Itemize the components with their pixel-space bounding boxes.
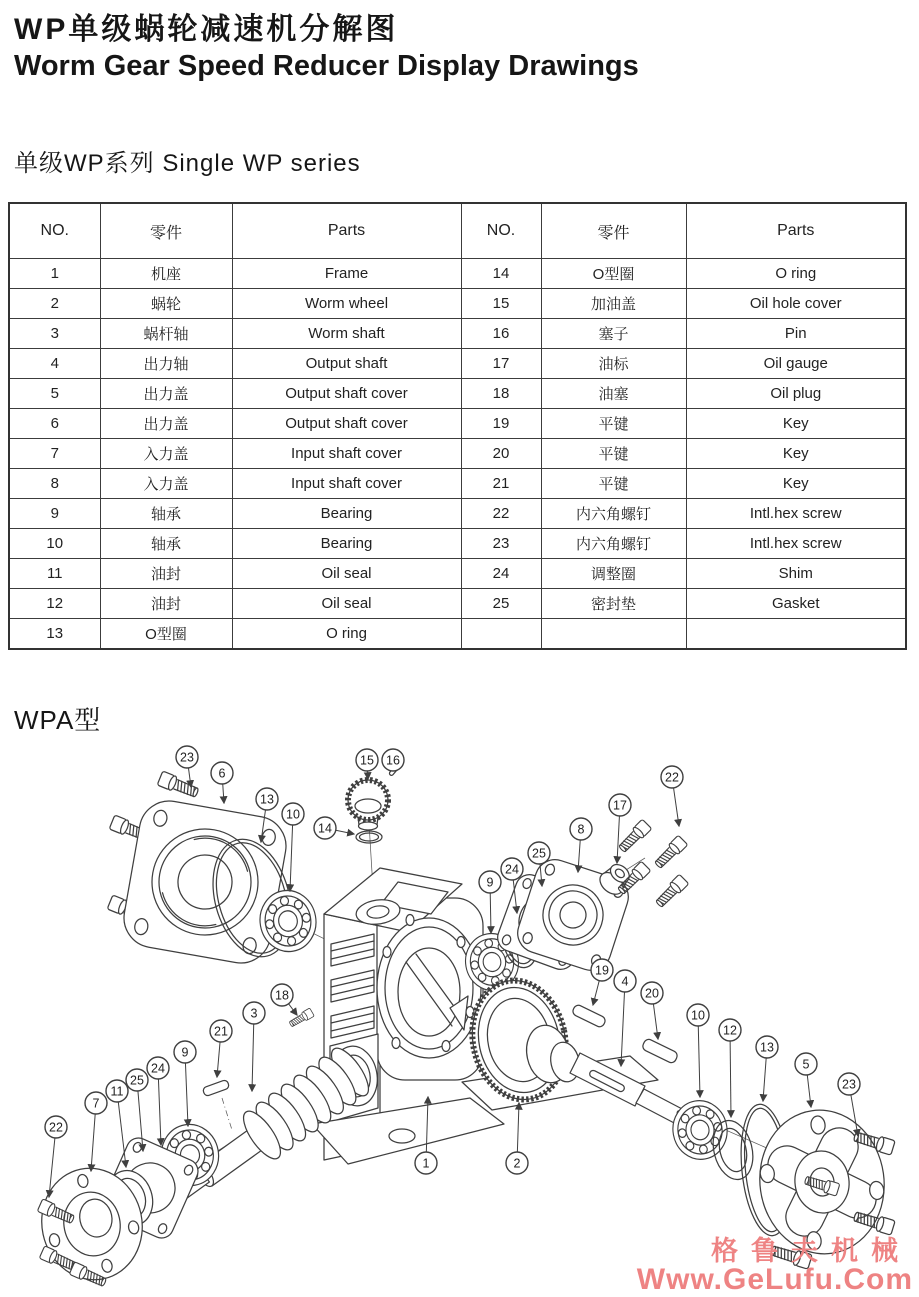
callout-leader	[252, 1024, 254, 1091]
table-row	[9, 349, 906, 379]
exploded-view-diagram	[0, 737, 919, 1297]
watermark-url: Www.GeLufu.Com	[636, 1263, 913, 1296]
series-heading: 单级WP系列 Single WP series	[14, 150, 361, 177]
cell-no-left: 8	[9, 469, 100, 499]
cell-no-right: 14	[461, 259, 541, 289]
callout-leader	[593, 981, 599, 1005]
output-shaft-cover-6	[119, 796, 290, 967]
callout-number: 25	[130, 1073, 144, 1088]
cell-zh-right: 平键	[541, 439, 686, 469]
cell-en-left: Frame	[232, 259, 461, 289]
callout-leader	[290, 825, 293, 891]
key-19	[571, 1004, 606, 1029]
callout-leader	[763, 1058, 766, 1101]
cell-no-left: 4	[9, 349, 100, 379]
callout-number: 13	[260, 792, 274, 807]
table-header-row	[9, 203, 906, 259]
cell-zh-right: 平键	[541, 409, 686, 439]
callout-leader	[91, 1114, 95, 1171]
header-zh-left: 零件	[100, 203, 232, 259]
callout-number: 9	[181, 1045, 189, 1060]
cell-en-right: Pin	[686, 319, 906, 349]
cell-zh-right: 油塞	[541, 379, 686, 409]
key-21	[202, 1079, 232, 1130]
cell-zh-left: 油封	[100, 589, 232, 619]
table-row	[9, 619, 906, 650]
callout-number: 3	[250, 1006, 258, 1021]
cell-zh-left: 入力盖	[100, 469, 232, 499]
callout-number: 4	[621, 974, 629, 989]
cell-zh-left: 出力盖	[100, 379, 232, 409]
callout-number: 23	[842, 1077, 856, 1092]
callout-leader	[617, 816, 619, 863]
cell-zh-right: 平键	[541, 469, 686, 499]
header-en-left: Parts	[232, 203, 461, 259]
callout-number: 10	[286, 807, 300, 822]
cell-no-left: 9	[9, 499, 100, 529]
cell-zh-right: O型圈	[541, 259, 686, 289]
page-title-english: Worm Gear Speed Reducer Display Drawings	[14, 49, 639, 82]
callout-leader	[185, 1063, 188, 1126]
cell-no-right: 24	[461, 559, 541, 589]
cell-no-right: 21	[461, 469, 541, 499]
cell-zh-left: 出力轴	[100, 349, 232, 379]
callout-leader	[490, 893, 491, 933]
cell-en-right: Intl.hex screw	[686, 529, 906, 559]
page-title-chinese: WP单级蜗轮减速机分解图	[14, 13, 399, 46]
table-row	[9, 499, 906, 529]
callout-number: 10	[691, 1008, 705, 1023]
callout-number: 23	[180, 750, 194, 765]
callout-number: 15	[360, 753, 374, 768]
cell-zh-left: 出力盖	[100, 409, 232, 439]
cell-no-right: 15	[461, 289, 541, 319]
callout-number: 12	[723, 1023, 737, 1038]
callout-number: 1	[422, 1156, 430, 1171]
header-no-right: NO.	[461, 203, 541, 259]
cell-zh-left: 机座	[100, 259, 232, 289]
cell-no-left: 13	[9, 619, 100, 650]
table-row	[9, 439, 906, 469]
cell-zh-left: 蜗杆轴	[100, 319, 232, 349]
callout-leader	[621, 992, 624, 1066]
cell-en-right: Intl.hex screw	[686, 499, 906, 529]
cell-no-right	[461, 619, 541, 650]
cell-zh-left: 入力盖	[100, 439, 232, 469]
cell-en-left: Worm wheel	[232, 289, 461, 319]
callout-number: 14	[318, 821, 332, 836]
cell-zh-right: 内六角螺钉	[541, 499, 686, 529]
cell-zh-right: 调整圈	[541, 559, 686, 589]
oil-hole-cover-15	[348, 780, 388, 830]
table-row	[9, 319, 906, 349]
cell-en-left: Output shaft cover	[232, 379, 461, 409]
cell-zh-left: 轴承	[100, 529, 232, 559]
callout-leader	[158, 1079, 161, 1145]
watermark-chinese: 格鲁夫机械	[711, 1236, 911, 1266]
callout-leader	[730, 1041, 731, 1117]
watermark	[637, 1238, 913, 1295]
callout-number: 18	[275, 988, 289, 1003]
callout-leader	[698, 1026, 700, 1097]
oil-hole-cover-group	[348, 760, 403, 843]
callout-number: 20	[645, 986, 659, 1001]
key-20	[641, 1038, 679, 1065]
callout-leader	[336, 830, 354, 834]
callout-number: 21	[214, 1024, 228, 1039]
callout-leader	[653, 1004, 658, 1039]
callout-number: 9	[486, 875, 494, 890]
callout-number: 6	[218, 766, 226, 781]
cell-zh-right: 塞子	[541, 319, 686, 349]
callout-number: 8	[577, 822, 585, 837]
cell-no-left: 12	[9, 589, 100, 619]
callout-number: 13	[760, 1040, 774, 1055]
cell-no-left: 5	[9, 379, 100, 409]
cell-en-right	[686, 619, 906, 650]
cell-no-right: 22	[461, 499, 541, 529]
table-row	[9, 409, 906, 439]
cell-en-left: Input shaft cover	[232, 439, 461, 469]
header-no-left: NO.	[9, 203, 100, 259]
table-row	[9, 289, 906, 319]
callout-leader	[807, 1075, 811, 1107]
input-shaft-cover-8-group	[461, 819, 689, 994]
cell-no-left: 3	[9, 319, 100, 349]
o-ring-14	[356, 831, 382, 843]
callout-number: 22	[665, 770, 679, 785]
callout-number: 19	[595, 963, 609, 978]
header-en-right: Parts	[686, 203, 906, 259]
header-zh-right: 零件	[541, 203, 686, 259]
cell-en-right: Oil gauge	[686, 349, 906, 379]
diagram-heading: WPA型	[14, 705, 102, 735]
cell-en-left: O ring	[232, 619, 461, 650]
cell-no-left: 6	[9, 409, 100, 439]
cell-en-right: Oil plug	[686, 379, 906, 409]
cell-no-right: 20	[461, 439, 541, 469]
callout-number: 25	[532, 846, 546, 861]
cell-zh-right: 内六角螺钉	[541, 529, 686, 559]
input-shaft-cover-7-group	[31, 1120, 223, 1289]
parts-table	[8, 202, 907, 650]
cell-en-left: Output shaft cover	[232, 409, 461, 439]
oil-plug-18	[288, 1008, 314, 1028]
cell-no-left: 7	[9, 439, 100, 469]
cell-no-left: 10	[9, 529, 100, 559]
cell-zh-right	[541, 619, 686, 650]
cell-en-left: Worm shaft	[232, 319, 461, 349]
callout-leader	[517, 1103, 519, 1152]
callout-leader	[217, 1042, 220, 1077]
table-row	[9, 259, 906, 289]
cell-no-left: 11	[9, 559, 100, 589]
cell-en-left: Input shaft cover	[232, 469, 461, 499]
cell-no-right: 25	[461, 589, 541, 619]
cell-en-right: O ring	[686, 259, 906, 289]
cell-en-right: Key	[686, 469, 906, 499]
callout-leader	[674, 788, 679, 826]
cell-en-left: Oil seal	[232, 589, 461, 619]
cell-en-left: Bearing	[232, 529, 461, 559]
callout-number: 24	[505, 862, 519, 877]
cell-en-right: Key	[686, 409, 906, 439]
table-row	[9, 559, 906, 589]
callout-number: 5	[802, 1057, 810, 1072]
callout-number: 16	[386, 753, 400, 768]
cell-no-right: 23	[461, 529, 541, 559]
cell-no-left: 2	[9, 289, 100, 319]
callout-number: 2	[513, 1156, 521, 1171]
page-title	[14, 12, 639, 84]
cell-no-left: 1	[9, 259, 100, 289]
cell-zh-right: 加油盖	[541, 289, 686, 319]
callout-number: 24	[151, 1061, 165, 1076]
callout-number: 17	[613, 798, 627, 813]
cell-no-right: 16	[461, 319, 541, 349]
table-row	[9, 529, 906, 559]
cell-no-right: 18	[461, 379, 541, 409]
cell-en-right: Oil hole cover	[686, 289, 906, 319]
cell-zh-left: 轴承	[100, 499, 232, 529]
callout-number: 22	[49, 1120, 63, 1135]
cell-en-right: Shim	[686, 559, 906, 589]
cell-en-left: Oil seal	[232, 559, 461, 589]
callout-number: 11	[110, 1084, 124, 1099]
cell-zh-left: O型圈	[100, 619, 232, 650]
cell-no-right: 17	[461, 349, 541, 379]
callout-number: 7	[92, 1096, 100, 1111]
output-shaft-cover-6-group	[107, 771, 321, 968]
cell-zh-left: 油封	[100, 559, 232, 589]
cell-zh-right: 油标	[541, 349, 686, 379]
cell-en-right: Gasket	[686, 589, 906, 619]
cell-en-left: Bearing	[232, 499, 461, 529]
table-row	[9, 469, 906, 499]
cell-zh-left: 蜗轮	[100, 289, 232, 319]
table-row	[9, 589, 906, 619]
callout-leader	[223, 784, 224, 803]
table-row	[9, 379, 906, 409]
callout-leader	[289, 1004, 297, 1015]
cell-en-right: Key	[686, 439, 906, 469]
cell-no-right: 19	[461, 409, 541, 439]
cell-en-left: Output shaft	[232, 349, 461, 379]
cell-zh-right: 密封垫	[541, 589, 686, 619]
